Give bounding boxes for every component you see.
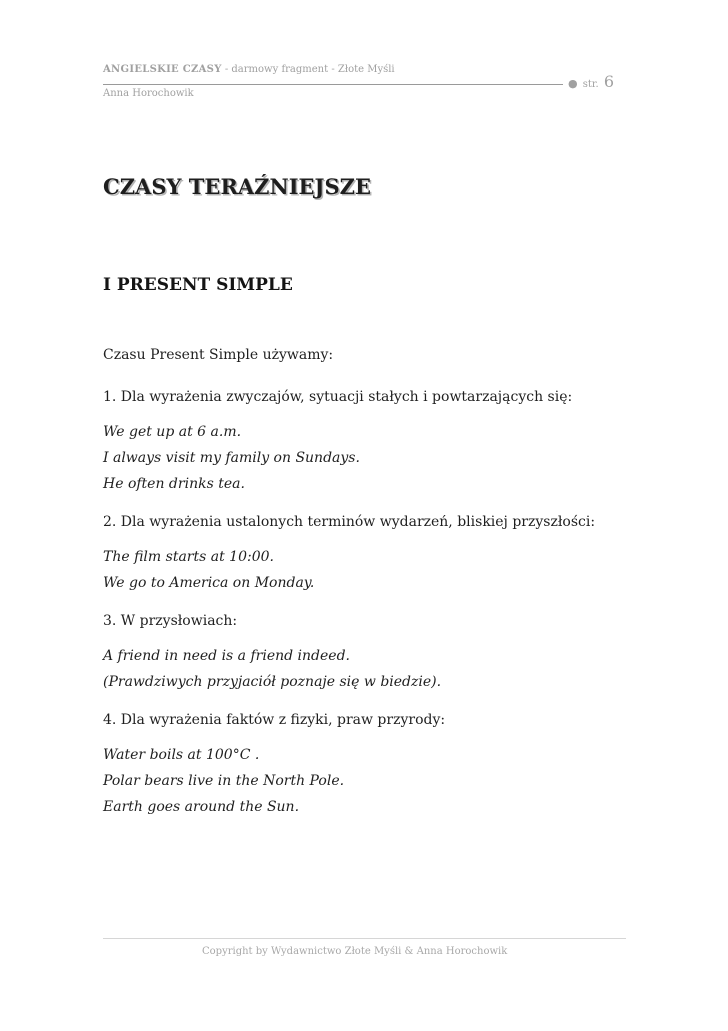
header-author: Anna Horochowik [103, 88, 194, 99]
example-sentence: Water boils at 100°C . [103, 747, 260, 763]
example-sentence: Polar bears live in the North Pole. [103, 773, 345, 789]
example-list [103, 544, 663, 596]
footer-divider [103, 938, 626, 939]
page-header [103, 64, 628, 106]
rule-title: 2. Dla wyrażenia ustalonych terminów wydarzeń, bliskiej przyszłości: [103, 514, 596, 530]
chapter-title: I PRESENT SIMPLE [103, 275, 293, 295]
example-sentence: He often drinks tea. [103, 476, 245, 492]
rule-title: 1. Dla wyrażenia zwyczajów, sytuacji stałych i powtarzających się: [103, 389, 573, 405]
rule-title: 4. Dla wyrażenia faktów z fizyki, praw przyrody: [103, 712, 446, 728]
intro-text: Czasu Present Simple używamy: [103, 347, 334, 363]
section-title: CZASY TERAŹNIEJSZE [103, 174, 371, 199]
page-number-indicator [568, 72, 614, 91]
example-list [103, 742, 663, 820]
example-sentence: The film starts at 10:00. [103, 549, 274, 565]
example-sentence: We get up at 6 a.m. [103, 424, 242, 440]
bullet-icon: ● [568, 77, 578, 90]
footer-copyright: Copyright by Wydawnictwo Złote Myśli & Anna Horochowik [202, 946, 508, 957]
page-number: 6 [603, 72, 614, 91]
usage-rule [103, 385, 663, 497]
example-list [103, 419, 663, 497]
example-sentence: Earth goes around the Sun. [103, 799, 300, 815]
example-list [103, 643, 663, 695]
example-sentence: We go to America on Monday. [103, 575, 315, 591]
book-subtitle: darmowy fragment - Złote Myśli [231, 64, 395, 75]
rule-title: 3. W przysłowiach: [103, 613, 238, 629]
example-sentence: I always visit my family on Sundays. [103, 450, 360, 466]
header-title-line [103, 64, 395, 75]
book-title: ANGIELSKIE CZASY [103, 64, 222, 75]
page-prefix: str. [582, 79, 599, 90]
header-separator: - [221, 64, 232, 75]
usage-rule [103, 708, 663, 820]
header-divider [103, 84, 563, 85]
example-sentence: (Prawdziwych przyjaciół poznaje się w biedzie). [103, 674, 442, 690]
example-sentence: A friend in need is a friend indeed. [103, 648, 350, 664]
page-body [103, 343, 663, 833]
usage-rule [103, 609, 663, 695]
usage-rule [103, 510, 663, 596]
